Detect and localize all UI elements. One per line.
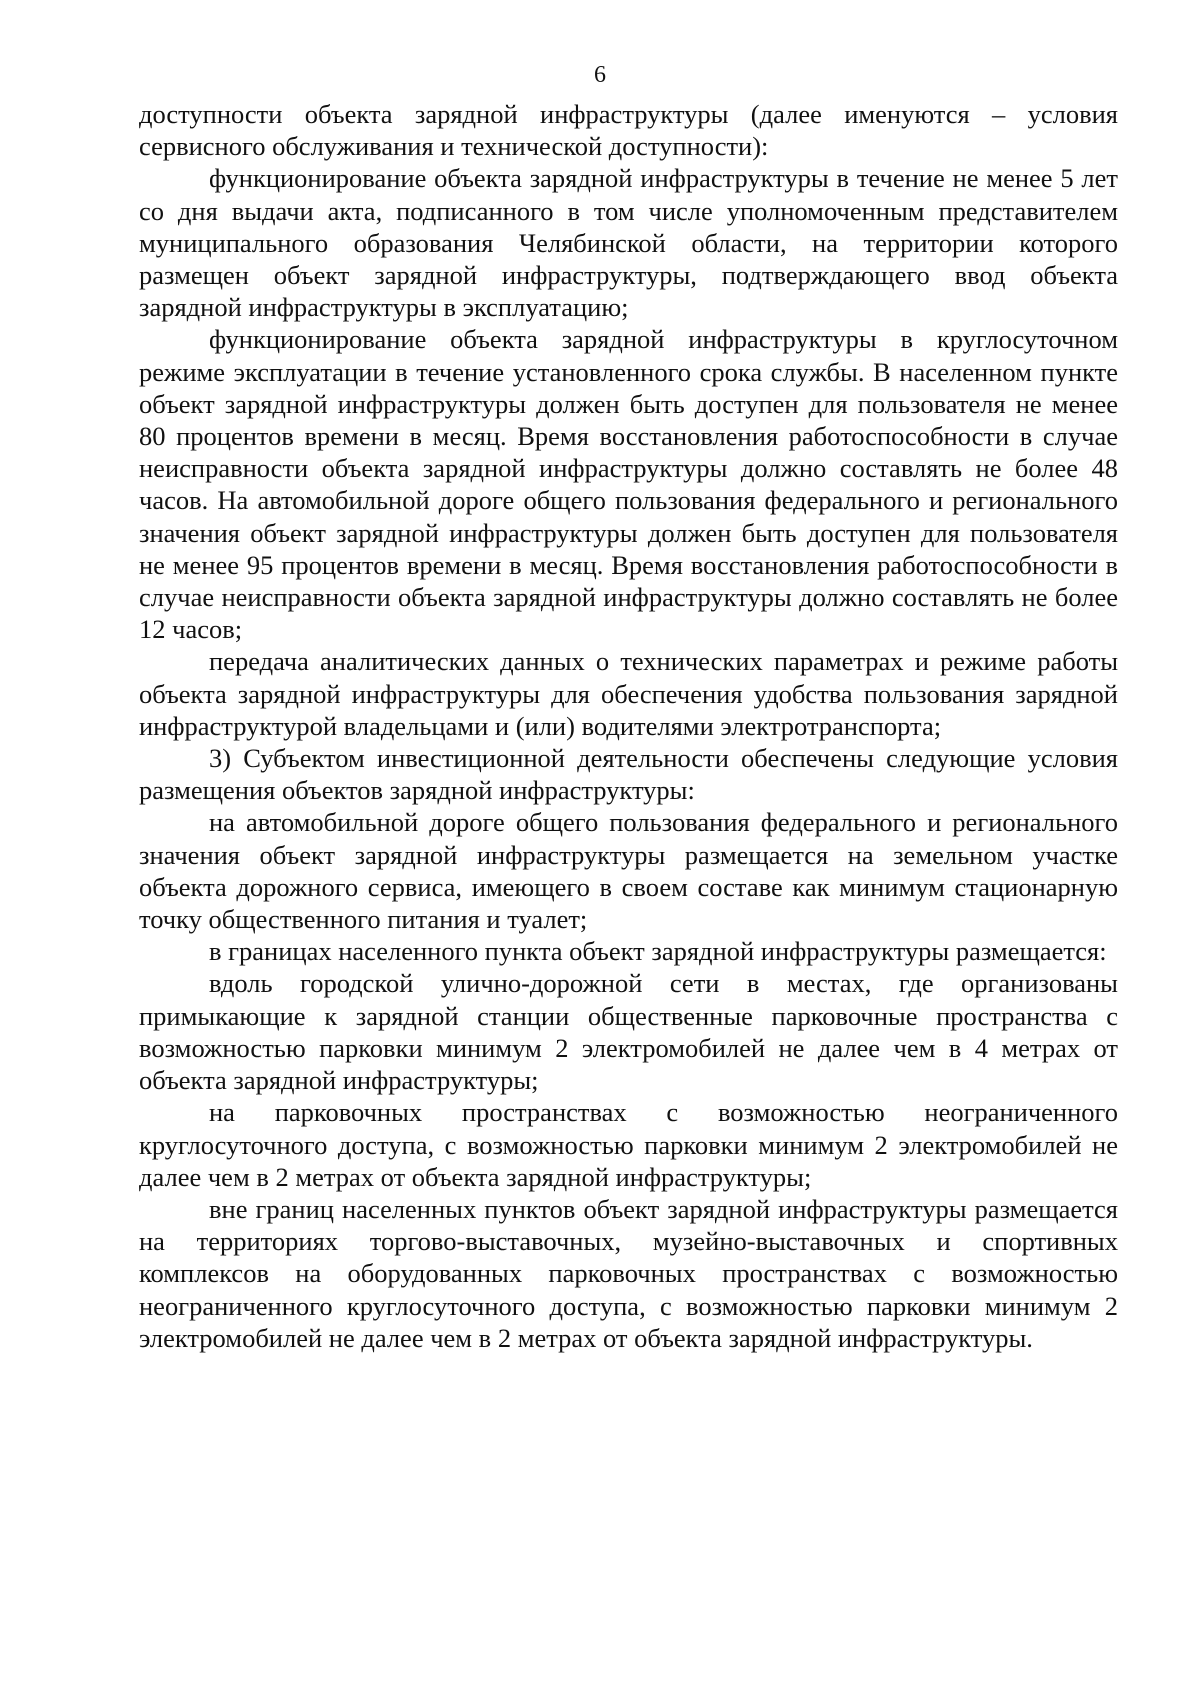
paragraph-item-3: 3) Субъектом инвестиционной деятельности обеспечены следующие условия размещения объектов зарядной инфраструктуры:: [139, 743, 1118, 806]
paragraph-settlement-placement: в границах населенного пункта объект зарядной инфраструктуры размещается:: [209, 936, 1107, 967]
paragraph-operation-5-years: функционирование объекта зарядной инфраструктуры в течение не менее 5 лет со дня выдачи акта, подписанного в том числе уполномоченным представителем муниципального образования Челябинской области, на территории которого размещен объект зарядной инфраструктуры, подтверждающего ввод объекта зарядной инфраструктуры в эксплуатацию;: [139, 163, 1118, 323]
document-body: [139, 98, 1118, 1354]
paragraph-highway-placement: на автомобильной дороге общего пользования федерального и регионального значения объект зарядной инфраструктуры размещается на земельном участке объекта дорожного сервиса, имеющего в своем составе как минимум стационарную точку общественного питания и туалет;: [139, 807, 1118, 935]
paragraph-round-the-clock-operation: функционирование объекта зарядной инфраструктуры в круглосуточном режиме эксплуатации в течение установленного срока службы. В населенном пункте объект зарядной инфраструктуры должен быть доступен для пользователя не менее 80 процентов времени в месяц. Время восстановления работоспособности в случае неисправности объекта зарядной инфраструктуры должно составлять не более 48 часов. На автомобильной дороге общего пользования федерального и регионального значения объект зарядной инфраструктуры должен быть доступен для пользователя не менее 95 процентов времени в месяц. Время восстановления работоспособности в случае неисправности объекта зарядной инфраструктуры должно составлять не более 12 часов;: [139, 324, 1118, 645]
paragraph-analytics-data: передача аналитических данных о технических параметрах и режиме работы объекта зарядной инфраструктуры для обеспечения удобства пользования зарядной инфраструктурой владельцами и (или) водителями электротранспорта;: [139, 646, 1118, 741]
paragraph-continuation: доступности объекта зарядной инфраструктуры (далее именуются – условия сервисного обслуживания и технической доступности):: [139, 99, 1118, 162]
page-number: 6: [594, 62, 606, 88]
paragraph-street-network: вдоль городской улично-дорожной сети в местах, где организованы примыкающие к зарядной станции общественные парковочные пространства с возможностью парковки минимум 2 электромобилей не далее чем в 4 метрах от объекта зарядной инфраструктуры;: [139, 968, 1118, 1096]
paragraph-outside-settlements: вне границ населенных пунктов объект зарядной инфраструктуры размещается на территориях торгово-выставочных, музейно-выставочных и спортивных комплексов на оборудованных парковочных пространствах с возможностью неограниченного круглосуточного доступа, с возможностью парковки минимум 2 электромобилей не далее чем в 2 метрах от объекта зарядной инфраструктуры.: [139, 1193, 1118, 1353]
paragraph-parking-spaces: на парковочных пространствах с возможностью неограниченного круглосуточного доступа, с возможностью парковки минимум 2 электромобилей не далее чем в 2 метрах от объекта зарядной инфраструктуры;: [139, 1097, 1118, 1192]
